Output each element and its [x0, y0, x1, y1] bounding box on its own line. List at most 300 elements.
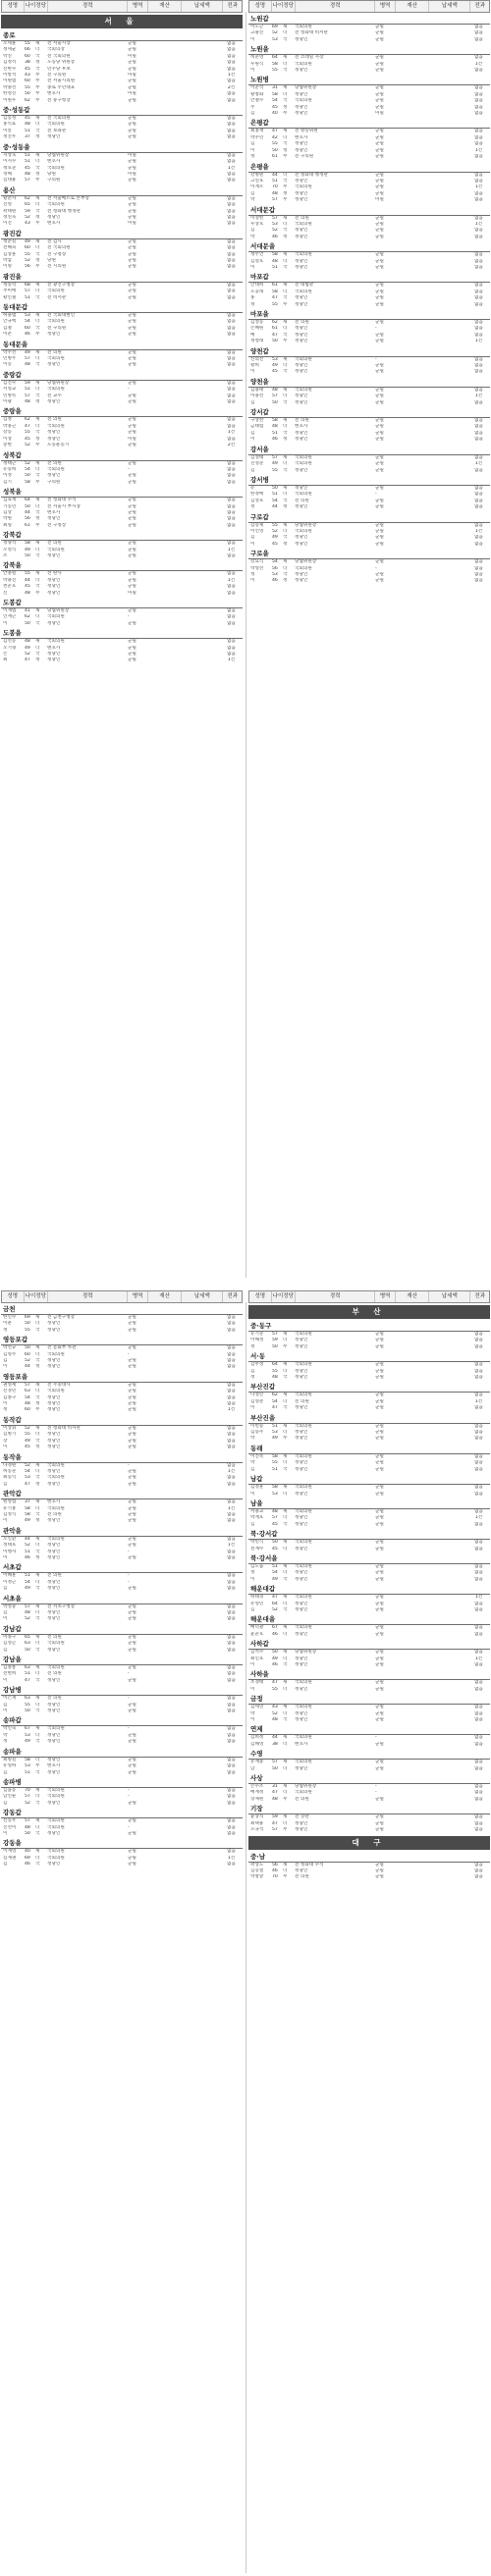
candidate-military: 군필: [128, 122, 136, 128]
candidate-row: [1, 332, 243, 338]
candidate-record: 없음: [474, 356, 483, 362]
candidate-age: 46: [272, 1867, 278, 1873]
candidate-military: 군필: [375, 467, 384, 473]
candidate-tax: [428, 154, 469, 160]
candidate-party: 새: [283, 320, 288, 325]
candidate-name: 박영선: [250, 565, 264, 571]
candidate-record: 없음: [474, 289, 483, 294]
candidate-age: 54: [272, 98, 278, 104]
candidate-career: 당협위원장: [295, 1784, 317, 1790]
candidate-age: 53: [272, 36, 278, 42]
candidate-name: 김정훈: [250, 1485, 264, 1491]
candidate-record: 없음: [227, 645, 236, 651]
candidate-military: 군필: [375, 68, 384, 74]
candidate-career: 당원: [47, 171, 56, 177]
candidate-record: 1건: [474, 1515, 483, 1521]
candidate-age: 55: [25, 84, 30, 90]
candidate-military: 군필: [375, 1606, 384, 1612]
candidate-name: 지상욱: [3, 152, 17, 158]
candidate-party: 새: [35, 116, 40, 122]
candidate-military: 군필: [128, 1468, 136, 1474]
candidate-career: 전 의원: [295, 1796, 309, 1802]
candidate-party: 새: [35, 1425, 40, 1431]
candidate-record: 없음: [227, 541, 236, 547]
candidate-career: 국회의원: [47, 1641, 65, 1647]
candidate-party: 더: [35, 423, 40, 429]
candidate-age: 51: [272, 264, 278, 270]
candidate-record: 없음: [474, 363, 483, 369]
candidate-tax: [428, 339, 469, 344]
candidate-military: 군필: [128, 1603, 136, 1609]
candidate-party: 더: [35, 645, 40, 651]
candidate-asset: [395, 339, 428, 344]
candidate-career: 국회의원: [47, 639, 65, 645]
candidate-name: 이: [3, 620, 8, 626]
candidate-military: 군필: [375, 228, 384, 234]
candidate-age: 62: [25, 417, 30, 423]
candidate-career: 전 의원: [295, 1398, 309, 1404]
district-header: 강북갑: [1, 530, 243, 541]
candidate-party: 국: [35, 620, 40, 626]
candidate-career: 전 구의원: [47, 73, 67, 79]
header-career: 경력: [48, 1291, 128, 1302]
candidate-row: [1, 1586, 243, 1592]
district-header: 영등포갑: [1, 1335, 243, 1345]
candidate-military: 군필: [128, 251, 136, 257]
candidate-name: 김성태: [250, 454, 264, 460]
candidate-military: 군필: [375, 234, 384, 239]
candidate-name: 정세균: [3, 47, 17, 53]
candidate-career: 정당인: [295, 485, 308, 491]
candidate-asset: [395, 437, 428, 443]
candidate-record: 없음: [227, 97, 236, 103]
candidate-name: 인재근: [3, 614, 17, 620]
candidate-party: 정: [283, 190, 288, 196]
candidate-career: 정당인: [47, 362, 61, 368]
candidate-career: 정당인: [47, 584, 61, 590]
candidate-record: 없음: [227, 571, 236, 577]
candidate-military: 군필: [128, 195, 136, 201]
candidate-record: 없음: [474, 129, 483, 134]
candidate-record: 없음: [474, 1796, 483, 1802]
candidate-row: [248, 504, 490, 510]
candidate-party: 무: [35, 590, 40, 596]
candidate-name: 오세훈: [3, 41, 17, 46]
candidate-tax: [428, 1607, 469, 1613]
candidate-record: 없음: [227, 1616, 236, 1622]
candidate-name: 윤준호: [250, 1631, 264, 1637]
candidate-party: 더: [35, 1794, 40, 1800]
candidate-age: 45: [25, 436, 30, 442]
candidate-record: 2건: [227, 443, 236, 448]
candidate-military: 군필: [375, 535, 384, 541]
candidate-name: 유영하: [3, 1763, 17, 1769]
candidate-military: 군필: [128, 503, 136, 509]
candidate-career: 정당인: [47, 1394, 61, 1400]
candidate-career: 정당인: [47, 430, 61, 436]
candidate-record: 1건: [474, 1595, 483, 1601]
candidate-age: 50: [25, 1345, 30, 1351]
candidate-age: 52: [25, 1425, 30, 1431]
candidate-age: 46: [25, 1862, 30, 1867]
candidate-military: 군필: [128, 245, 136, 251]
candidate-military: 군필: [128, 417, 136, 423]
candidate-age: 44: [272, 1735, 278, 1741]
candidate-military: 군필: [128, 1401, 136, 1407]
candidate-age: 53: [25, 313, 30, 318]
candidate-record: 없음: [474, 1368, 483, 1374]
candidate-record: 없음: [474, 1491, 483, 1497]
candidate-name: 우원식: [250, 61, 264, 67]
candidate-age: 55: [272, 141, 278, 147]
candidate-party: 더: [283, 1820, 288, 1826]
candidate-record: 없음: [227, 282, 236, 288]
candidate-age: 46: [272, 437, 278, 443]
candidate-age: 62: [272, 1393, 278, 1398]
candidate-age: 55: [272, 68, 278, 74]
candidate-party: 새: [283, 55, 288, 61]
candidate-row: [1, 443, 243, 448]
candidate-party: 더: [283, 1867, 288, 1873]
candidate-party: 국: [283, 1521, 288, 1527]
candidate-party: 정: [35, 516, 40, 522]
candidate-age: 57: [25, 178, 30, 184]
candidate-party: 새: [283, 356, 288, 362]
candidate-party: 새: [35, 41, 40, 46]
candidate-age: 48: [25, 639, 30, 645]
candidate-military: 군필: [128, 202, 136, 208]
candidate-record: 없음: [227, 134, 236, 140]
candidate-record: 없음: [474, 1625, 483, 1631]
candidate-name: 심대용: [3, 178, 17, 184]
candidate-party: 국: [283, 1375, 288, 1381]
candidate-tax: [428, 1522, 469, 1528]
candidate-name: 이헌승: [250, 1423, 264, 1429]
candidate-party: 정: [35, 214, 40, 220]
candidate-tax: [428, 437, 469, 443]
candidate-military: 군필: [375, 1491, 384, 1497]
candidate-career: 전 서울시의원: [47, 79, 76, 84]
candidate-name: 김: [250, 535, 255, 541]
candidate-name: 김정석: [3, 60, 17, 66]
candidate-military: 군필: [128, 1536, 136, 1542]
candidate-career: 국회의원: [295, 1423, 312, 1429]
candidate-party: 국: [283, 178, 288, 184]
candidate-name: 이: [250, 36, 255, 42]
candidate-tax: [181, 134, 222, 140]
candidate-age: 45: [25, 116, 30, 122]
candidate-military: 군필: [128, 547, 136, 552]
candidate-tax: [181, 1739, 222, 1745]
candidate-record: 없음: [227, 1586, 236, 1592]
candidate-military: 군필: [375, 215, 384, 221]
candidate-record: 없음: [474, 1710, 483, 1716]
candidate-party: 더: [283, 30, 288, 36]
candidate-row: [248, 1766, 490, 1772]
candidate-party: 더: [35, 1610, 40, 1615]
candidate-age: 60: [25, 1407, 30, 1413]
candidate-military: 군필: [375, 1576, 384, 1582]
candidate-party: 새: [283, 1563, 288, 1569]
candidate-military: 군필: [375, 1405, 384, 1411]
candidate-record: 없음: [227, 264, 236, 270]
candidate-age: 64: [272, 1601, 278, 1606]
candidate-military: 군필: [375, 91, 384, 97]
candidate-career: 정당인: [47, 1800, 61, 1806]
candidate-record: 없음: [227, 1702, 236, 1708]
candidate-age: 46: [25, 1554, 30, 1560]
candidate-military: 군필: [375, 1796, 384, 1802]
candidate-career: 정당인: [47, 1709, 61, 1714]
candidate-party: 국: [283, 295, 288, 301]
candidate-row: [1, 523, 243, 529]
candidate-tax: [181, 657, 222, 663]
candidate-age: 50: [25, 473, 30, 479]
candidate-military: 군필: [375, 1717, 384, 1723]
candidate-age: 42: [272, 134, 278, 140]
candidate-age: 47: [25, 657, 30, 663]
candidate-name: 정: [3, 1739, 8, 1745]
candidate-record: 없음: [474, 1705, 483, 1710]
candidate-tax: [428, 578, 469, 584]
candidate-record: 1건: [474, 528, 483, 534]
candidate-career: 정당인: [47, 1432, 61, 1438]
candidate-age: 56: [272, 565, 278, 571]
candidate-party: 새: [283, 454, 288, 460]
candidate-military: 군필: [375, 424, 384, 430]
top-right-column: [248, 13, 490, 585]
candidate-age: 45: [25, 165, 30, 171]
candidate-record: 없음: [474, 1546, 483, 1551]
candidate-tax: [428, 1662, 469, 1668]
candidate-party: 더: [283, 326, 288, 332]
candidate-career: 정당인: [47, 1321, 61, 1327]
candidate-military: 군필: [375, 1362, 384, 1368]
candidate-age: 46: [272, 1631, 278, 1637]
candidate-career: 노동당 위원장: [47, 60, 76, 66]
candidate-record: 없음: [227, 221, 236, 227]
candidate-party: 정: [35, 1401, 40, 1407]
candidate-party: 무: [283, 301, 288, 307]
candidate-name: 한영진: [3, 91, 17, 97]
candidate-career: 전 검사: [47, 238, 62, 244]
candidate-career: 국회의원: [47, 466, 65, 472]
candidate-tax: [181, 295, 222, 301]
candidate-party: 더: [35, 356, 40, 362]
candidate-asset: [395, 302, 428, 308]
candidate-career: 정당인: [295, 190, 308, 196]
candidate-name: 이혜훈: [3, 1573, 17, 1579]
candidate-name: 배덕광: [250, 1625, 264, 1631]
candidate-row: [1, 1709, 243, 1714]
candidate-military: 군필: [128, 84, 136, 90]
candidate-name: 민병두: [3, 356, 17, 362]
candidate-tax: [181, 1364, 222, 1370]
candidate-party: 정: [35, 1445, 40, 1450]
candidate-military: 군필: [128, 608, 136, 613]
candidate-record: 없음: [474, 104, 483, 110]
candidate-record: 없음: [474, 522, 483, 528]
candidate-record: 없음: [227, 1389, 236, 1394]
candidate-career: 정당인: [295, 141, 308, 147]
candidate-name: 유기준: [250, 1332, 264, 1337]
candidate-party: 새: [283, 1393, 288, 1398]
candidate-military: 군필: [128, 66, 136, 72]
candidate-career: 국회의원: [295, 1453, 312, 1459]
candidate-age: 45: [272, 369, 278, 375]
candidate-party: 국: [283, 1576, 288, 1582]
candidate-age: 47: [25, 1481, 30, 1487]
candidate-military: 군필: [375, 1398, 384, 1404]
candidate-military: 군필: [375, 485, 384, 491]
candidate-tax: [181, 553, 222, 559]
candidate-career: 국회의원: [47, 319, 65, 325]
candidate-military: 군필: [375, 430, 384, 436]
candidate-age: 58: [25, 1757, 30, 1762]
candidate-career: 국회의원: [295, 565, 312, 571]
candidate-tax: [428, 369, 469, 375]
candidate-military: 군필: [128, 1763, 136, 1769]
candidate-asset: [147, 1801, 181, 1807]
candidate-party: 국: [35, 509, 40, 515]
candidate-career: 정당인: [295, 578, 308, 584]
district-header: 서대문을: [248, 241, 490, 252]
candidate-asset: [147, 1445, 181, 1450]
candidate-name: 김상: [3, 509, 12, 515]
candidate-record: 없음: [227, 652, 236, 657]
candidate-party: 새: [283, 129, 288, 134]
candidate-row: [248, 578, 490, 584]
column-header-bottom-right: [248, 1290, 490, 1303]
candidate-record: 없음: [474, 98, 483, 104]
candidate-record: 없음: [227, 1794, 236, 1800]
candidate-age: 59: [272, 1338, 278, 1343]
candidate-party: 무: [283, 197, 288, 203]
candidate-name: 신경민: [3, 1389, 17, 1394]
candidate-name: 김동열: [250, 1867, 264, 1873]
candidate-asset: [395, 542, 428, 548]
candidate-record: 없음: [474, 454, 483, 460]
candidate-name: 정호준: [3, 165, 17, 171]
candidate-age: 49: [272, 363, 278, 369]
candidate-party: 더: [283, 1491, 288, 1497]
candidate-name: 노웅래: [250, 289, 264, 294]
candidate-row: [1, 1482, 243, 1488]
candidate-age: 59: [272, 1814, 278, 1820]
district-header: 관악을: [1, 1526, 243, 1537]
candidate-row: [1, 1831, 243, 1837]
candidate-military: 미필: [128, 91, 136, 97]
candidate-party: 무: [283, 154, 288, 160]
candidate-military: 군필: [375, 98, 384, 104]
candidate-name: 김성식: [3, 1511, 17, 1517]
candidate-tax: [181, 1586, 222, 1592]
candidate-career: 국회의원: [295, 1362, 312, 1368]
candidate-asset: [147, 1709, 181, 1714]
candidate-military: 군필: [128, 1394, 136, 1400]
candidate-military: 군필: [128, 1315, 136, 1320]
candidate-name: 정태호: [3, 1543, 17, 1549]
candidate-asset: [147, 1482, 181, 1488]
header-military: 병역: [375, 1291, 396, 1302]
candidate-career: 정당인: [47, 1769, 61, 1775]
candidate-tax: [428, 302, 469, 308]
candidate-asset: [395, 1874, 428, 1880]
candidate-career: 정당인: [47, 1468, 61, 1474]
candidate-name: 김종훈: [3, 1665, 17, 1671]
candidate-party: 국: [283, 467, 288, 473]
candidate-military: 군필: [375, 339, 384, 344]
candidate-military: 군필: [128, 294, 136, 300]
candidate-row: [1, 1445, 243, 1450]
candidate-party: 더: [283, 172, 288, 178]
candidate-record: 없음: [474, 1343, 483, 1349]
candidate-party: 국: [35, 66, 40, 72]
candidate-record: 없음: [227, 1763, 236, 1769]
candidate-name: 이: [250, 437, 255, 443]
candidate-record: 없음: [227, 590, 236, 596]
candidate-name: 이훈: [3, 1321, 12, 1327]
candidate-record: 없음: [227, 1481, 236, 1487]
candidate-party: 더: [283, 565, 288, 571]
candidate-name: 강병원: [250, 172, 264, 178]
candidate-military: 군필: [375, 178, 384, 184]
candidate-career: 전 서초구청장: [47, 1603, 76, 1609]
candidate-asset: [395, 1662, 428, 1668]
candidate-military: 군필: [375, 1814, 384, 1820]
candidate-party: 국: [283, 1717, 288, 1723]
candidate-party: 정: [283, 234, 288, 239]
header-record: 전과: [474, 1293, 486, 1299]
candidate-row: [248, 1607, 490, 1613]
candidate-party: 새: [283, 1862, 288, 1867]
candidate-record: 없음: [227, 116, 236, 122]
candidate-name: 홍: [250, 295, 255, 301]
candidate-age: 58: [272, 418, 278, 424]
candidate-career: 정당인: [295, 363, 308, 369]
candidate-row: [248, 1827, 490, 1833]
candidate-party: 새: [283, 252, 288, 258]
candidate-military: -: [128, 1549, 130, 1554]
candidate-career: 정당인: [295, 399, 308, 405]
district-header: 강서병: [248, 475, 490, 486]
candidate-career: 정당인: [47, 1358, 61, 1364]
candidate-career: 정당인: [295, 1405, 308, 1411]
candidate-name: 박창달: [250, 1874, 264, 1880]
candidate-party: 새: [283, 215, 288, 221]
candidate-name: 정두언: [250, 252, 264, 258]
candidate-name: 이정근: [3, 1579, 17, 1585]
candidate-party: 국: [35, 1800, 40, 1806]
district-header: 노원을: [248, 44, 490, 55]
candidate-career: 정당인: [47, 516, 61, 522]
candidate-military: -: [128, 1794, 130, 1800]
candidate-asset: [147, 399, 181, 405]
candidate-row: [1, 362, 243, 368]
candidate-military: 군필: [128, 1432, 136, 1438]
district-header: 성북갑: [1, 450, 243, 461]
candidate-name: 신: [3, 590, 8, 596]
candidate-military: 군필: [128, 97, 136, 103]
top-half: [0, 0, 491, 1281]
candidate-career: 정당인: [295, 1867, 308, 1873]
candidate-party: 새: [35, 1726, 40, 1732]
candidate-name: 남: [250, 1765, 255, 1771]
candidate-age: 62: [25, 614, 30, 620]
candidate-military: 군필: [128, 1634, 136, 1640]
candidate-row: [1, 399, 243, 405]
candidate-age: 70: [25, 1787, 30, 1793]
